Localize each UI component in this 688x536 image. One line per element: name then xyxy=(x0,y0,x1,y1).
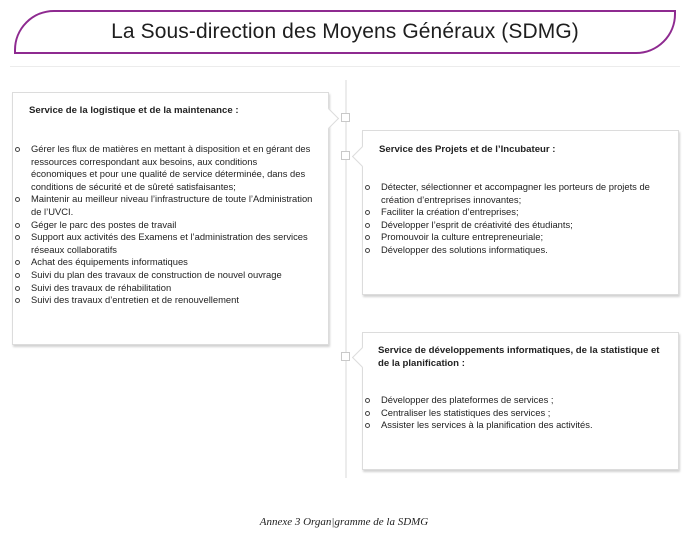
bullet-icon xyxy=(365,423,370,428)
task-item: Support aux activités des Examens et l’administration des services réseaux collaboratifs xyxy=(15,231,315,256)
bullet-icon xyxy=(15,197,20,202)
pointer-arrow xyxy=(318,108,339,129)
figure-caption: Annexe 3 Organ|gramme de la SDMG xyxy=(259,516,429,528)
task-item: Géger le parc des postes de travail xyxy=(15,219,315,232)
bullet-icon xyxy=(365,235,370,240)
pointer-arrow xyxy=(352,347,373,368)
bullet-icon xyxy=(365,398,370,403)
bullet-icon xyxy=(15,235,20,240)
service-title: Service des Projets et de l’Incubateur : xyxy=(379,144,556,155)
task-item: Suivi des travaux d’entretien et de renouvellement xyxy=(15,294,315,307)
connector-line xyxy=(345,80,347,478)
bullet-icon xyxy=(15,223,20,228)
bullet-icon xyxy=(365,248,370,253)
task-item: Détecter, sélectionner et accompagner les porteurs de projets de création d’entreprises innovantes; xyxy=(365,181,670,206)
connector-node xyxy=(341,352,350,361)
task-item: Achat des équipements informatiques xyxy=(15,256,315,269)
task-item: Développer des solutions informatiques. xyxy=(365,244,670,257)
task-item: Assister les services à la planification des activités. xyxy=(365,419,670,432)
service-task-list xyxy=(365,394,670,432)
task-item: Développer des plateformes de services ; xyxy=(365,394,670,407)
service-title: Service de développements informatiques, de la statistique et de la planification : xyxy=(378,345,660,369)
pointer-arrow xyxy=(352,146,373,167)
connector-node xyxy=(341,113,350,122)
service-card-logistique xyxy=(12,92,329,345)
bullet-icon xyxy=(365,411,370,416)
task-item: Faciliter la création d’entreprises; xyxy=(365,206,670,219)
bullet-icon xyxy=(15,286,20,291)
diagram-title: La Sous-direction des Moyens Généraux (SDMG) xyxy=(111,20,579,43)
task-item: Promouvoir la culture entrepreneuriale; xyxy=(365,231,670,244)
bullet-icon xyxy=(15,298,20,303)
bullet-icon xyxy=(365,223,370,228)
bullet-icon xyxy=(365,210,370,215)
task-item: Gérer les flux de matières en mettant à disposition et en gérant des ressources correspondant aux besoins, aux conditions économiques et pour une qualité de service déterminée, dans des conditions de sécurité et de sûreté satisfaisantes; xyxy=(15,143,315,193)
bullet-icon xyxy=(15,273,20,278)
bullet-icon xyxy=(15,260,20,265)
task-item: Centraliser les statistiques des services ; xyxy=(365,407,670,420)
service-card-informatique xyxy=(362,332,679,470)
service-task-list xyxy=(365,181,670,257)
service-card-projets xyxy=(362,130,679,295)
service-title: Service de la logistique et de la maintenance : xyxy=(29,105,239,116)
task-item: Suivi des travaux de réhabilitation xyxy=(15,282,315,295)
bullet-icon xyxy=(365,185,370,190)
service-task-list xyxy=(15,143,315,307)
connector-node xyxy=(341,151,350,160)
bullet-icon xyxy=(15,147,20,152)
task-item: Maintenir au meilleur niveau l’infrastructure de toute l’Administration de l’UVCI. xyxy=(15,193,315,218)
task-item: Développer l’esprit de créativité des étudiants; xyxy=(365,219,670,232)
task-item: Suivi du plan des travaux de construction de nouvel ouvrage xyxy=(15,269,315,282)
divider xyxy=(10,66,680,67)
title-banner xyxy=(14,10,676,54)
